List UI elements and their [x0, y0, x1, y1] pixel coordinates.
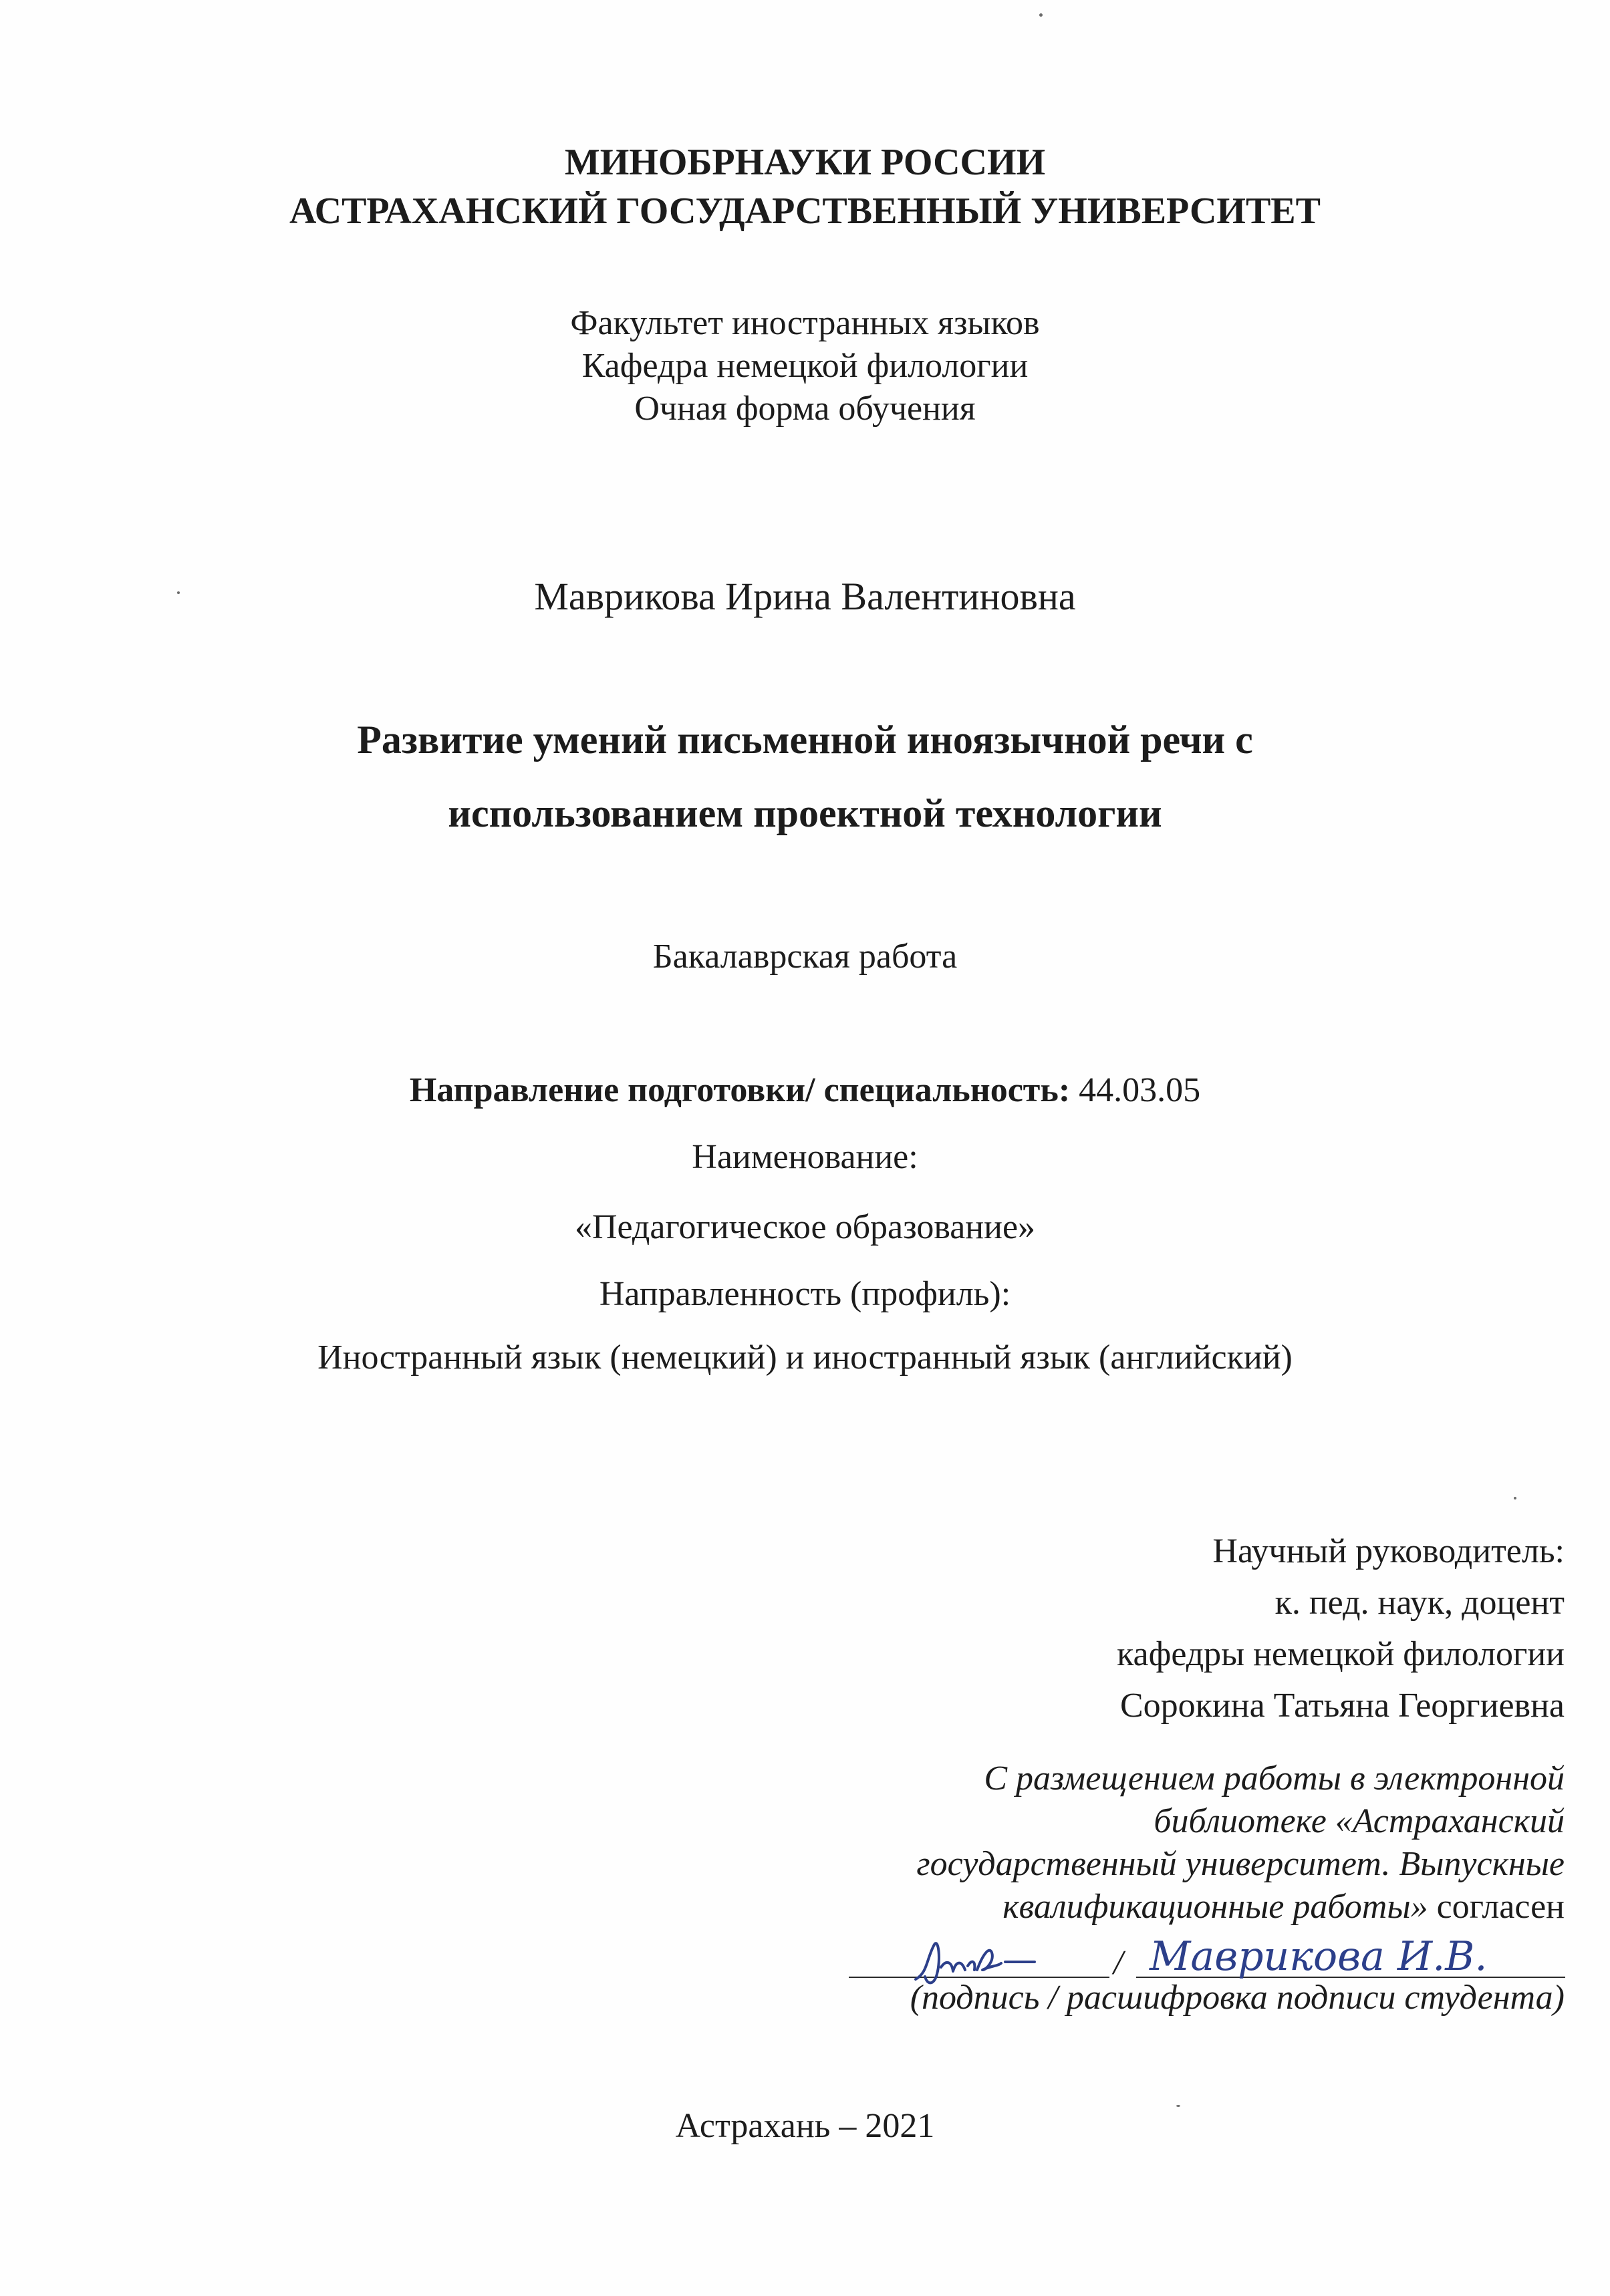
- profile-label: Направленность (профиль):: [599, 1275, 1011, 1313]
- consent-line-1: С размещением работы в электронной: [984, 1759, 1565, 1798]
- signature-slash: /: [1113, 1944, 1123, 1982]
- consent-line-2: библиотеке «Астраханский: [1154, 1802, 1565, 1840]
- thesis-title-line-2: использованием проектной технологии: [448, 791, 1162, 835]
- supervisor-department: кафедры немецкой филологии: [1117, 1635, 1565, 1673]
- direction-code: 44.03.05: [1079, 1071, 1201, 1109]
- consent-line-4: [629, 1886, 1565, 1928]
- university-heading: АСТРАХАНСКИЙ ГОСУДАРСТВЕННЫЙ УНИВЕРСИТЕТ: [289, 190, 1321, 232]
- supervisor-degree: к. пед. наук, доцент: [1274, 1584, 1565, 1622]
- thesis-title-line-1: Развитие умений письменной иноязычной речи с: [357, 718, 1253, 762]
- supervisor-block: [629, 1530, 1565, 1727]
- scan-speck: [1039, 13, 1043, 17]
- consent-block: [629, 1757, 1565, 1928]
- work-type: Бакалаврская работа: [652, 938, 958, 976]
- faculty-line: Факультет иностранных языков: [570, 304, 1040, 342]
- name-label: Наименование:: [692, 1138, 918, 1176]
- scan-speck: [1176, 2105, 1180, 2107]
- scan-speck: [1514, 1497, 1516, 1499]
- direction-label: Направление подготовки/ специальность:: [409, 1071, 1071, 1109]
- name-value: «Педагогическое образование»: [574, 1208, 1036, 1246]
- city-year: Астрахань – 2021: [675, 2107, 935, 2145]
- signature-caption: (подпись / расшифровка подписи студента): [910, 1979, 1565, 2017]
- profile-value: Иностранный язык (немецкий) и иностранный язык (английский): [317, 1338, 1293, 1377]
- direction-line: [0, 1069, 1610, 1112]
- consent-line-4-italic: квалификационные работы»: [1002, 1888, 1428, 1926]
- ministry-heading: МИНОБРНАУКИ РОССИИ: [564, 142, 1046, 183]
- department-line: Кафедра немецкой филологии: [581, 347, 1029, 385]
- author-name: Маврикова Ирина Валентиновна: [534, 575, 1076, 618]
- consent-line-4-regular: согласен: [1436, 1888, 1565, 1926]
- signature-decoding-text: Маврикова И.В.: [1150, 1933, 1488, 1980]
- consent-line-3: государственный университет. Выпускные: [916, 1845, 1565, 1883]
- study-form-line: Очная форма обучения: [634, 390, 976, 428]
- supervisor-label: Научный руководитель:: [1212, 1532, 1565, 1570]
- supervisor-name: Сорокина Татьяна Георгиевна: [1119, 1687, 1565, 1725]
- scan-speck: [177, 591, 180, 594]
